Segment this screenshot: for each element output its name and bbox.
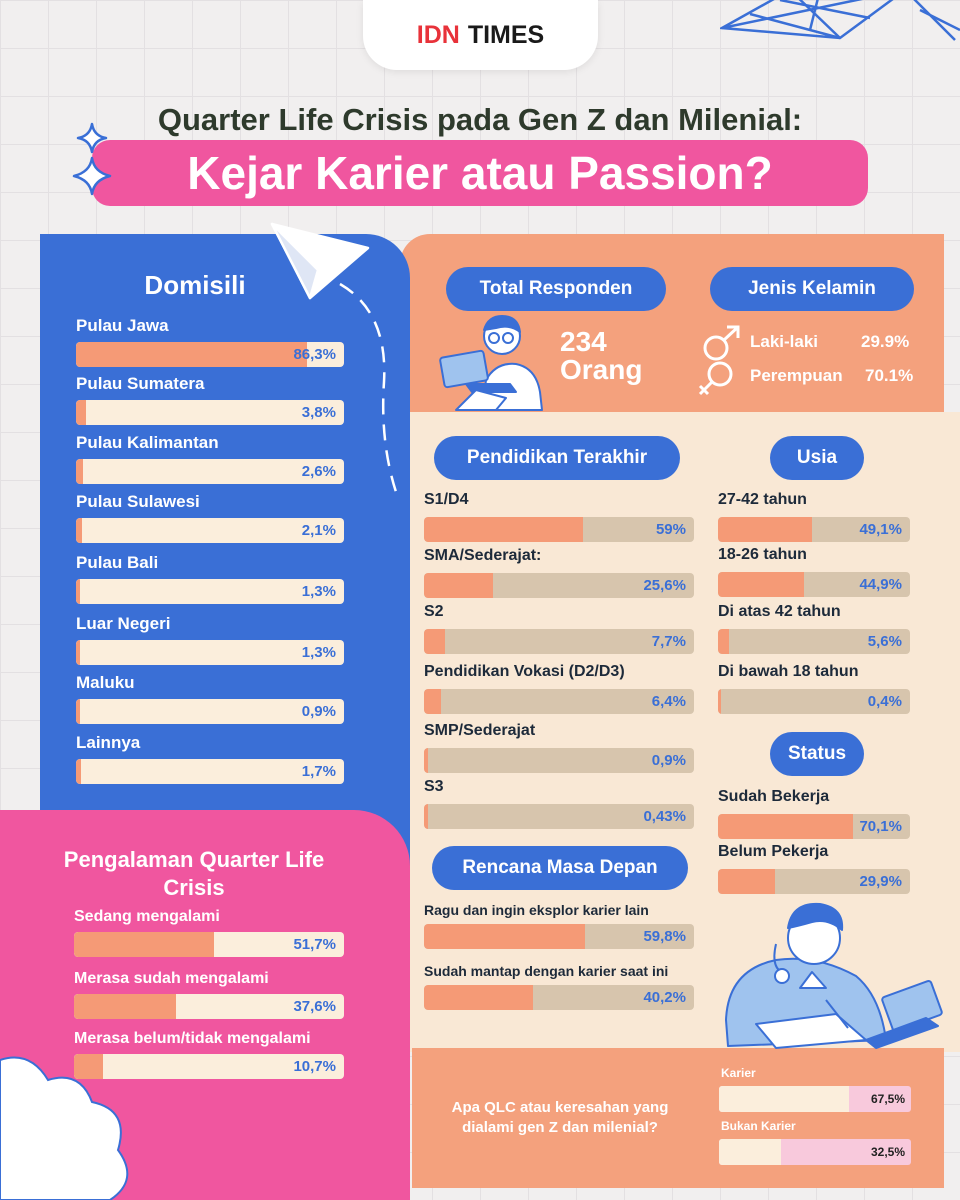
domisili-label: Pulau Sumatera xyxy=(76,374,205,393)
education-bar xyxy=(424,629,445,654)
education-track xyxy=(424,689,694,714)
domisili-track xyxy=(76,579,344,604)
domisili-label: Pulau Sulawesi xyxy=(76,492,200,511)
status-track xyxy=(718,869,910,894)
future-plan-bar xyxy=(424,985,533,1010)
qlc-experience-title: Pengalaman Quarter Life Crisis xyxy=(63,847,325,900)
education-bar xyxy=(424,689,441,714)
domisili-bar xyxy=(76,342,307,367)
qlc-experience-track xyxy=(74,932,344,957)
total-respondents-pill: Total Responden xyxy=(446,267,666,311)
qlc-experience-label: Merasa belum/tidak mengalami xyxy=(74,1030,311,1047)
respondent-count xyxy=(560,328,642,384)
kite-illustration xyxy=(720,0,960,80)
domisili-bar xyxy=(76,518,82,543)
status-bar xyxy=(718,869,775,894)
education-value: 0,9% xyxy=(651,752,686,769)
career-value: 32,5% xyxy=(870,1145,905,1159)
domisili-track xyxy=(76,518,344,543)
education-label: SMA/Sederajat: xyxy=(424,547,542,564)
domisili-label: Lainnya xyxy=(76,733,141,752)
age-bar xyxy=(718,572,804,597)
domisili-label: Pulau Jawa xyxy=(76,316,169,335)
status-pill: Status xyxy=(770,732,864,776)
domisili-value: 86,3% xyxy=(293,346,336,363)
age-bar xyxy=(718,689,721,714)
education-bar xyxy=(424,748,428,773)
education-label: S1/D4 xyxy=(424,491,469,508)
domisili-value: 1,3% xyxy=(301,583,336,600)
future-plan-label: Ragu dan ingin eksplor karier lain xyxy=(424,902,649,918)
stressed-student-illustration xyxy=(716,900,946,1050)
education-bar xyxy=(424,804,428,829)
education-label: S2 xyxy=(424,603,444,620)
age-bar xyxy=(718,517,812,542)
future-plan-pill: Rencana Masa Depan xyxy=(432,846,688,890)
respondent-unit: Orang xyxy=(560,354,643,385)
logo-tab xyxy=(363,0,598,70)
status-track xyxy=(718,814,910,839)
domisili-label: Luar Negeri xyxy=(76,614,171,633)
future-plan-value: 40,2% xyxy=(643,989,686,1006)
education-track xyxy=(424,748,694,773)
education-track xyxy=(424,517,694,542)
qlc-experience-bar xyxy=(74,1054,103,1079)
status-bar xyxy=(718,814,853,839)
education-track xyxy=(424,629,694,654)
domisili-label: Pulau Kalimantan xyxy=(76,433,219,452)
age-value: 49,1% xyxy=(859,521,902,538)
domisili-value: 2,6% xyxy=(301,463,336,480)
education-value: 59% xyxy=(655,521,686,538)
domisili-label: Pulau Bali xyxy=(76,553,159,572)
age-label: 27-42 tahun xyxy=(718,491,807,508)
future-plan-bar xyxy=(424,924,585,949)
education-label: SMP/Sederajat xyxy=(424,722,536,739)
domisili-bar xyxy=(76,759,81,784)
qlc-experience-track xyxy=(74,994,344,1019)
domisili-track xyxy=(76,459,344,484)
education-value: 0,43% xyxy=(643,808,686,825)
career-bar xyxy=(719,1086,849,1112)
career-track xyxy=(719,1086,911,1112)
domisili-bar xyxy=(76,400,86,425)
education-bar xyxy=(424,517,583,542)
male-symbol-icon xyxy=(700,324,744,362)
domisili-track xyxy=(76,640,344,665)
age-label: 18-26 tahun xyxy=(718,546,807,563)
gender-pill: Jenis Kelamin xyxy=(710,267,914,311)
education-pill: Pendidikan Terakhir xyxy=(434,436,680,480)
status-value: 70,1% xyxy=(859,818,902,835)
domisili-label: Maluku xyxy=(76,673,135,692)
career-value: 67,5% xyxy=(870,1092,905,1106)
future-plan-track xyxy=(424,985,694,1010)
qlc-experience-track xyxy=(74,1054,344,1079)
future-plan-value: 59,8% xyxy=(643,928,686,945)
education-label: Pendidikan Vokasi (D2/D3) xyxy=(424,663,625,680)
education-value: 6,4% xyxy=(651,693,686,710)
career-track xyxy=(719,1139,911,1165)
qlc-experience-label: Sedang mengalami xyxy=(74,908,220,925)
gender-female-label: Perempuan xyxy=(750,366,843,385)
domisili-bar xyxy=(76,459,83,484)
domisili-bar xyxy=(76,640,80,665)
age-track xyxy=(718,689,910,714)
qlc-experience-value: 51,7% xyxy=(293,936,336,953)
education-track xyxy=(424,573,694,598)
gender-female-value: 70.1% xyxy=(865,366,914,385)
career-bar xyxy=(719,1139,781,1165)
domisili-value: 1,7% xyxy=(301,763,336,780)
domisili-track xyxy=(76,759,344,784)
brand-times: TIMES xyxy=(467,20,545,49)
education-value: 7,7% xyxy=(651,633,686,650)
page-title-line2: Kejar Karier atau Passion? xyxy=(187,147,773,199)
status-label: Sudah Bekerja xyxy=(718,788,830,805)
age-label: Di atas 42 tahun xyxy=(718,603,841,620)
age-value: 5,6% xyxy=(867,633,902,650)
female-symbol-icon xyxy=(694,360,738,400)
qlc-experience-value: 37,6% xyxy=(293,998,336,1015)
education-bar xyxy=(424,573,493,598)
qlc-experience-bar xyxy=(74,932,214,957)
education-track xyxy=(424,804,694,829)
domisili-bar xyxy=(76,699,80,724)
qlc-question-text: Apa QLC atau keresahan yang dialami gen Z dan milenial? xyxy=(451,1099,669,1136)
domisili-value: 0,9% xyxy=(301,703,336,720)
person-laptop-illustration xyxy=(436,312,552,412)
brand-idn: IDN xyxy=(416,20,460,49)
age-pill: Usia xyxy=(770,436,864,480)
status-value: 29,9% xyxy=(859,873,902,890)
domisili-value: 3,8% xyxy=(301,404,336,421)
age-value: 44,9% xyxy=(859,576,902,593)
qlc-experience-bar xyxy=(74,994,176,1019)
domisili-heading: Domisili xyxy=(144,270,246,300)
status-label: Belum Pekerja xyxy=(718,843,829,860)
qlc-experience-label: Merasa sudah mengalami xyxy=(74,970,269,987)
age-bar xyxy=(718,629,729,654)
education-label: S3 xyxy=(424,778,444,795)
domisili-value: 2,1% xyxy=(301,522,336,539)
gender-male-value: 29.9% xyxy=(861,332,910,351)
career-label: Bukan Karier xyxy=(721,1119,796,1133)
domisili-track xyxy=(76,699,344,724)
age-track xyxy=(718,572,910,597)
age-track xyxy=(718,517,910,542)
domisili-track xyxy=(76,342,344,367)
domisili-value: 1,3% xyxy=(301,644,336,661)
age-value: 0,4% xyxy=(867,693,902,710)
gender-male-label: Laki-laki xyxy=(750,332,819,351)
career-label: Karier xyxy=(721,1066,756,1080)
qlc-experience-value: 10,7% xyxy=(293,1058,336,1075)
page-title-line1: Quarter Life Crisis pada Gen Z dan Milenial: xyxy=(157,102,803,137)
domisili-bar xyxy=(76,579,80,604)
sparkle-icon xyxy=(70,120,120,200)
domisili-track xyxy=(76,400,344,425)
respondent-number: 234 xyxy=(560,326,607,357)
age-track xyxy=(718,629,910,654)
qlc-experience-heading xyxy=(34,846,354,902)
future-plan-label: Sudah mantap dengan karier saat ini xyxy=(424,963,669,979)
education-value: 25,6% xyxy=(643,577,686,594)
age-label: Di bawah 18 tahun xyxy=(718,663,859,680)
future-plan-track xyxy=(424,924,694,949)
